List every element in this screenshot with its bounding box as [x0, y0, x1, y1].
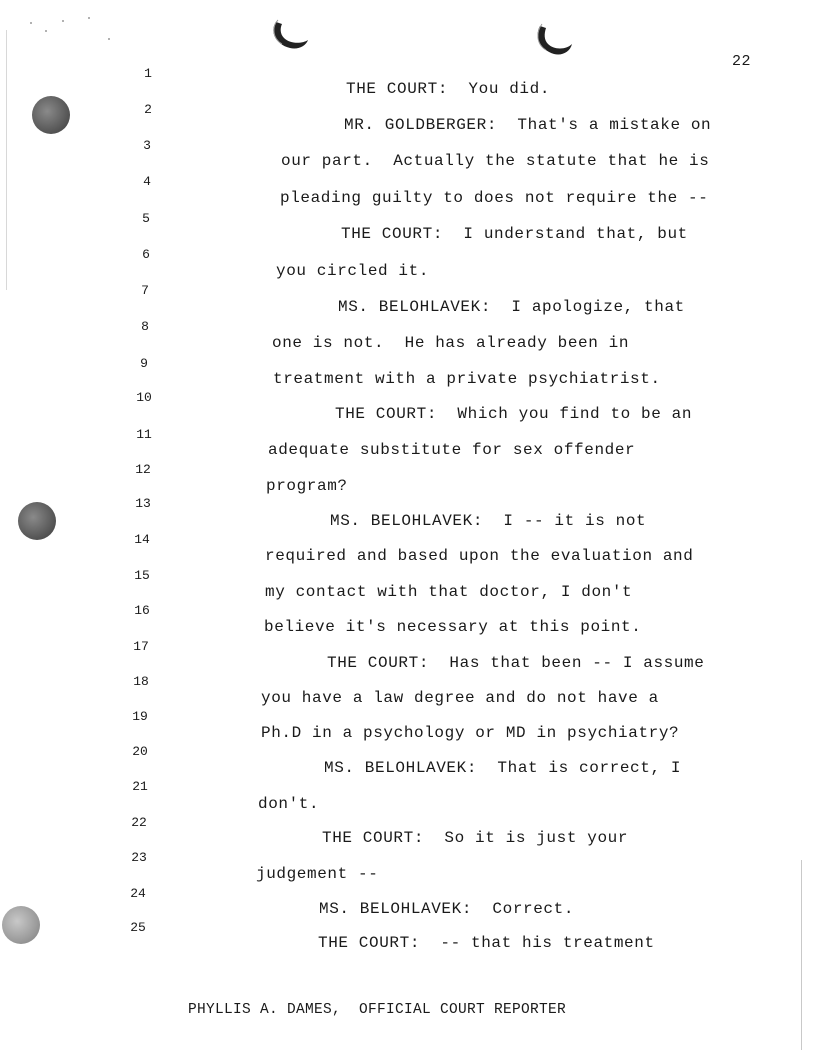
line-number: 18 — [133, 674, 149, 689]
transcript-line: MS. BELOHLAVEK: Correct. — [319, 900, 575, 918]
scan-edge-right — [801, 860, 802, 1050]
line-number: 16 — [134, 603, 150, 618]
transcript-line: pleading guilty to does not require the -- — [280, 189, 709, 207]
transcript-line: don't. — [258, 795, 320, 813]
transcript-line: you circled it. — [276, 262, 430, 280]
transcript-line: THE COURT: -- that his treatment — [318, 934, 655, 952]
transcript-line: my contact with that doctor, I don't — [265, 583, 633, 601]
scan-speck — [88, 17, 90, 19]
line-number: 23 — [131, 850, 147, 865]
transcript-line: THE COURT: You did. — [346, 80, 551, 98]
transcript-line: program? — [266, 477, 348, 495]
line-number: 15 — [134, 568, 150, 583]
binder-clip-mark-left — [268, 18, 312, 52]
transcript-line: you have a law degree and do not have a — [261, 689, 659, 707]
punch-hole-middle — [18, 502, 56, 540]
scan-speck — [45, 30, 47, 32]
line-number: 14 — [134, 532, 150, 547]
transcript-line: required and based upon the evaluation and — [265, 547, 694, 565]
line-number: 24 — [130, 886, 146, 901]
transcript-line: MS. BELOHLAVEK: That is correct, I — [324, 759, 682, 777]
transcript-line: our part. Actually the statute that he is — [281, 152, 710, 170]
line-number: 21 — [132, 779, 148, 794]
transcript-line: THE COURT: I understand that, but — [341, 225, 688, 243]
line-number: 13 — [135, 496, 151, 511]
transcript-line: one is not. He has already been in — [272, 334, 630, 352]
scan-speck — [62, 20, 64, 22]
scan-speck — [108, 38, 110, 40]
line-number: 4 — [143, 174, 151, 189]
scan-speck — [30, 22, 32, 24]
line-number: 7 — [141, 283, 149, 298]
line-number: 10 — [136, 390, 152, 405]
line-number: 20 — [132, 744, 148, 759]
transcript-line: treatment with a private psychiatrist. — [273, 370, 661, 388]
line-number: 25 — [130, 920, 146, 935]
line-number: 1 — [144, 66, 152, 81]
transcript-line: MS. BELOHLAVEK: I apologize, that — [338, 298, 685, 316]
transcript-line: THE COURT: So it is just your — [322, 829, 629, 847]
transcript-line: believe it's necessary at this point. — [264, 618, 642, 636]
line-number: 17 — [133, 639, 149, 654]
line-number: 11 — [136, 427, 152, 442]
line-number: 9 — [140, 356, 148, 371]
line-number: 6 — [142, 247, 150, 262]
transcript-line: judgement -- — [256, 865, 379, 883]
scan-edge-left — [6, 30, 7, 290]
binder-clip-mark-right — [532, 22, 576, 60]
line-number: 3 — [143, 138, 151, 153]
transcript-line: Ph.D in a psychology or MD in psychiatry? — [261, 724, 680, 742]
line-number: 2 — [144, 102, 152, 117]
transcript-line: MS. BELOHLAVEK: I -- it is not — [330, 512, 647, 530]
transcript-line: THE COURT: Has that been -- I assume — [327, 654, 705, 672]
page-number: 22 — [732, 53, 752, 70]
transcript-line: adequate substitute for sex offender — [268, 441, 636, 459]
transcript-line: MR. GOLDBERGER: That's a mistake on — [344, 116, 712, 134]
line-number: 19 — [132, 709, 148, 724]
line-number: 22 — [131, 815, 147, 830]
line-number: 5 — [142, 211, 150, 226]
line-number: 12 — [135, 462, 151, 477]
transcript-line: THE COURT: Which you find to be an — [335, 405, 693, 423]
punch-hole-top — [32, 96, 70, 134]
punch-hole-bottom — [2, 906, 40, 944]
line-number: 8 — [141, 319, 149, 334]
court-reporter-footer: PHYLLIS A. DAMES, OFFICIAL COURT REPORTER — [188, 1002, 567, 1018]
